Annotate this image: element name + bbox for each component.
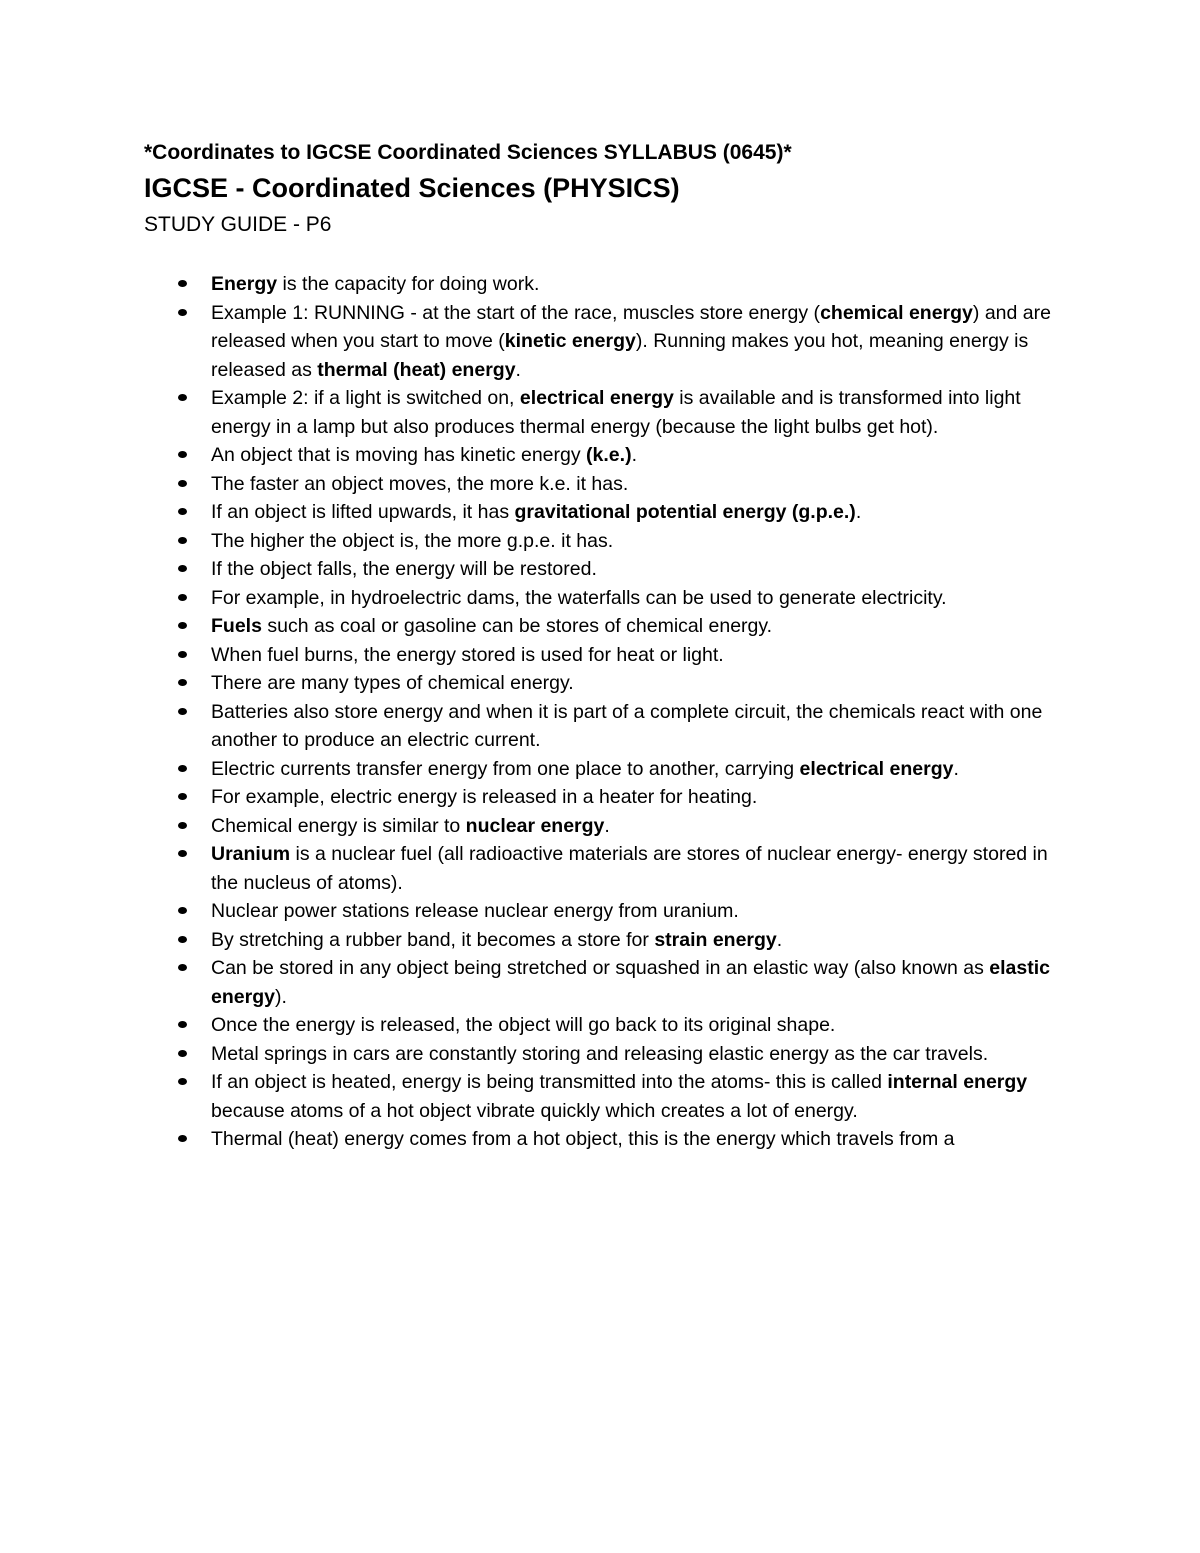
bullet-dot-icon bbox=[178, 1078, 187, 1085]
page-title: IGCSE - Coordinated Sciences (PHYSICS) bbox=[144, 173, 680, 203]
list-item bbox=[144, 812, 1064, 841]
list-item bbox=[144, 698, 1064, 755]
text-run: Metal springs in cars are constantly storing and releasing elastic energy as the car travels. bbox=[211, 1042, 989, 1065]
syllabus-line: *Coordinates to IGCSE Coordinated Sciences SYLLABUS (0645)* bbox=[144, 141, 792, 164]
bullet-list bbox=[144, 270, 1064, 441]
bullet-list bbox=[144, 1068, 1064, 1154]
bullet-dot-icon bbox=[178, 309, 187, 316]
text-run: The faster an object moves, the more k.e. it has. bbox=[211, 472, 629, 495]
list-item bbox=[144, 384, 1064, 441]
text-run: For example, electric energy is released in a heater for heating. bbox=[211, 786, 758, 808]
text-run: is available and is transformed into light energy in a lamp but also produces thermal energy (because the light bulbs get hot). bbox=[211, 387, 1021, 438]
bullet-dot-icon bbox=[178, 651, 187, 658]
text-run: Can be stored in any object being stretched or squashed in an elastic way (also known as bbox=[211, 957, 990, 979]
text-run: Chemical energy is similar to bbox=[211, 814, 466, 837]
list-item bbox=[144, 299, 1064, 385]
text-run: such as coal or gasoline can be stores of chemical energy. bbox=[261, 615, 773, 637]
text-run: An object that is moving has kinetic energy bbox=[211, 444, 587, 466]
bullet-dot-icon bbox=[178, 822, 187, 829]
list-item bbox=[144, 1040, 1064, 1069]
text-run: . bbox=[631, 444, 637, 466]
page-subtitle: STUDY GUIDE - P6 bbox=[144, 213, 332, 236]
text-run: By stretching a rubber band, it becomes a store for bbox=[211, 928, 655, 951]
list-item bbox=[144, 584, 1064, 613]
list-item bbox=[144, 498, 1064, 527]
list-item bbox=[144, 641, 1064, 670]
bold-term: kinetic energy bbox=[504, 330, 636, 352]
text-run: because atoms of a hot object vibrate quickly which creates a lot of energy. bbox=[211, 1099, 858, 1122]
text-run: Electric currents transfer energy from one place to another, carrying bbox=[211, 757, 800, 780]
bullet-dot-icon bbox=[178, 793, 187, 800]
bullet-list bbox=[144, 498, 1064, 612]
bullet-dot-icon bbox=[178, 936, 187, 943]
text-run: . bbox=[953, 757, 959, 780]
bullet-dot-icon bbox=[178, 508, 187, 515]
bold-term: Uranium bbox=[211, 843, 291, 865]
bullet-dot-icon bbox=[178, 1021, 187, 1028]
bullet-dot-icon bbox=[178, 594, 187, 601]
bullet-dot-icon bbox=[178, 394, 187, 401]
bold-term: electrical energy bbox=[799, 757, 954, 780]
text-run: If the object falls, the energy will be restored. bbox=[211, 558, 597, 580]
list-item bbox=[144, 612, 1064, 641]
bullet-dot-icon bbox=[178, 708, 187, 715]
list-item bbox=[144, 555, 1064, 584]
text-run: If an object is lifted upwards, it has bbox=[211, 501, 515, 523]
bullet-list bbox=[144, 926, 1064, 1069]
bullet-list bbox=[144, 441, 1064, 498]
text-run: The higher the object is, the more g.p.e. it has. bbox=[211, 529, 614, 552]
bullet-dot-icon bbox=[178, 1135, 187, 1142]
bullet-list bbox=[144, 612, 1064, 698]
text-run: is a nuclear fuel (all radioactive materials are stores of nuclear energy- energy stored in the nucleus of atoms). bbox=[211, 843, 1048, 894]
text-run: Example 1: RUNNING - at the start of the race, muscles store energy ( bbox=[211, 301, 821, 324]
bullet-dot-icon bbox=[178, 280, 187, 287]
list-item bbox=[144, 527, 1064, 556]
bullet-dot-icon bbox=[178, 964, 187, 971]
list-item bbox=[144, 441, 1064, 470]
bullet-dot-icon bbox=[178, 565, 187, 572]
text-run: . bbox=[776, 928, 783, 951]
list-item bbox=[144, 926, 1064, 955]
text-run: . bbox=[855, 501, 862, 523]
bullet-dot-icon bbox=[178, 679, 187, 686]
text-run: There are many types of chemical energy. bbox=[211, 672, 574, 694]
text-run: . bbox=[604, 814, 610, 837]
list-item bbox=[144, 1011, 1064, 1040]
bold-term: thermal (heat) energy bbox=[317, 358, 516, 381]
text-run: If an object is heated, energy is being transmitted into the atoms- this is called bbox=[211, 1071, 888, 1093]
bullet-dot-icon bbox=[178, 537, 187, 544]
bullet-dot-icon bbox=[178, 480, 187, 487]
bold-term: Energy bbox=[211, 273, 278, 295]
bold-term: elastic energy bbox=[211, 957, 1051, 1008]
text-run: Example 2: if a light is switched on, bbox=[211, 387, 520, 409]
bullet-list bbox=[144, 698, 1064, 812]
text-run: ). bbox=[274, 985, 287, 1008]
bullet-dot-icon bbox=[178, 765, 187, 772]
list-item bbox=[144, 270, 1064, 299]
text-run: When fuel burns, the energy stored is used for heat or light. bbox=[211, 643, 724, 666]
bold-term: strain energy bbox=[654, 928, 777, 951]
bold-term: Fuels bbox=[211, 615, 262, 637]
list-item bbox=[144, 897, 1064, 926]
bullet-dot-icon bbox=[178, 850, 187, 857]
text-run: For example, in hydroelectric dams, the waterfalls can be used to generate electricity. bbox=[211, 586, 947, 609]
text-run: ) and are released when you start to move ( bbox=[211, 301, 1051, 352]
bullet-dot-icon bbox=[178, 622, 187, 629]
bold-term: chemical energy bbox=[820, 301, 973, 324]
list-item bbox=[144, 755, 1064, 784]
list-item bbox=[144, 840, 1064, 897]
text-run: is the capacity for doing work. bbox=[277, 273, 540, 295]
text-run: Thermal (heat) energy comes from a hot object, this is the energy which travels from a bbox=[211, 1128, 955, 1150]
bullet-groups bbox=[144, 270, 1064, 1154]
list-item bbox=[144, 954, 1064, 1011]
bold-term: internal energy bbox=[887, 1071, 1028, 1093]
text-run: Batteries also store energy and when it is part of a complete circuit, the chemicals react with one another to produce an electric current. bbox=[211, 700, 1043, 751]
list-item bbox=[144, 1125, 1064, 1154]
list-item bbox=[144, 1068, 1064, 1125]
text-run: ). Running makes you hot, meaning energy is released as bbox=[211, 330, 1029, 381]
document-content bbox=[144, 138, 1064, 1154]
bullet-list bbox=[144, 812, 1064, 926]
text-run: . bbox=[515, 358, 521, 381]
text-run: Nuclear power stations release nuclear energy from uranium. bbox=[211, 900, 739, 922]
text-run: Once the energy is released, the object will go back to its original shape. bbox=[211, 1014, 836, 1036]
bold-term: (k.e.) bbox=[586, 444, 632, 466]
bullet-dot-icon bbox=[178, 1050, 187, 1057]
bullet-dot-icon bbox=[178, 451, 187, 458]
list-item bbox=[144, 470, 1064, 499]
bold-term: gravitational potential energy (g.p.e.) bbox=[514, 501, 856, 523]
list-item bbox=[144, 669, 1064, 698]
bullet-dot-icon bbox=[178, 907, 187, 914]
bold-term: nuclear energy bbox=[465, 814, 605, 837]
list-item bbox=[144, 783, 1064, 812]
bold-term: electrical energy bbox=[519, 387, 674, 409]
